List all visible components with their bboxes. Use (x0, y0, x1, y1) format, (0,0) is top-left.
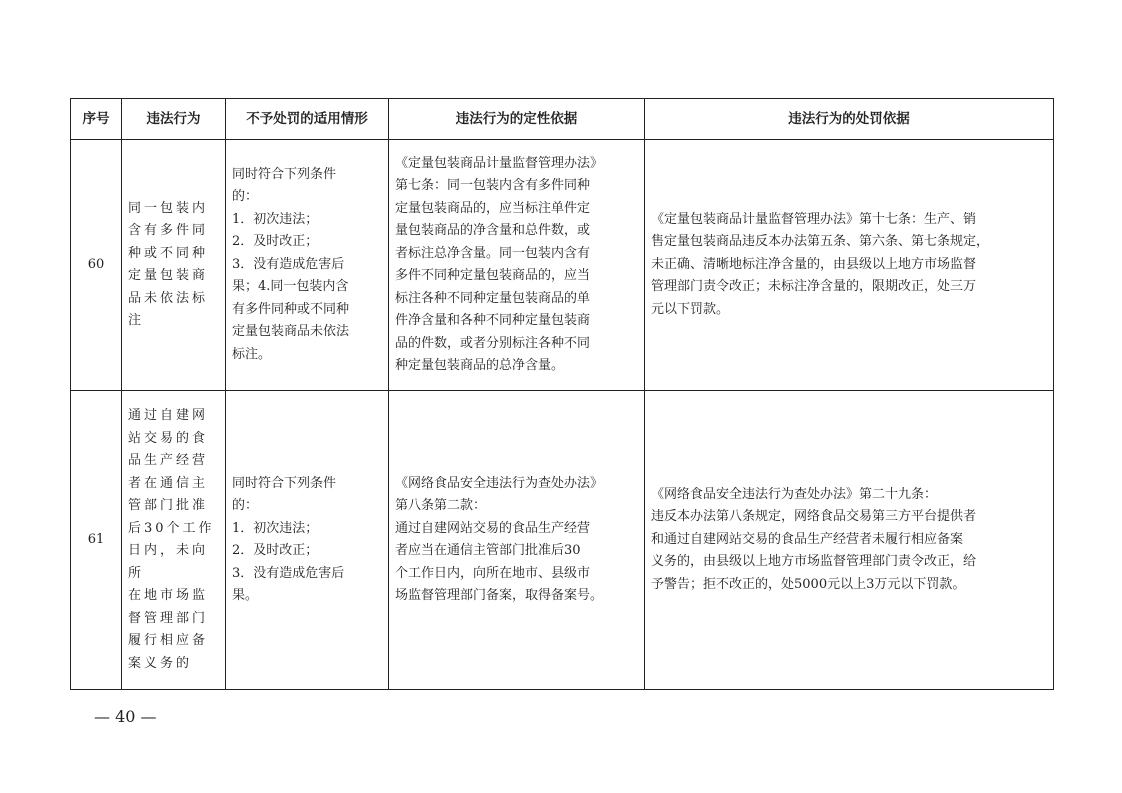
text-line: 予警告；拒不改正的，处5000元以上3万元以下罚款。 (651, 576, 966, 592)
text-line: 果；4.同一包装内含 (232, 279, 349, 295)
text-line: 违反本办法第八条规定，网络食品交易第三方平台提供者 (651, 509, 977, 525)
text-line: 者应当在通信主管部门批准后30 (395, 543, 581, 558)
text-line: 通过自建网站交易的食品生产经营 (395, 520, 591, 536)
text-line: 站交易的食 (128, 430, 209, 446)
text-line: 义务的，由县级以上地方市场监督管理部门责令改正，给 (651, 554, 977, 570)
text-line: 者标注总净含量。同一包装内含有 (395, 245, 591, 261)
header-legal-basis: 违法行为的定性依据 (389, 99, 645, 140)
text-line: 元以下罚款。 (651, 301, 730, 317)
text-line: 场监督管理部门备案，取得备案号。 (395, 588, 604, 603)
text-line: 定量包装商品的，应当标注单件定 (395, 200, 591, 216)
text-line: 种定量包装商品的总净含量。 (395, 358, 565, 373)
text-line: 同时符合下列条件 (232, 166, 337, 182)
text-line: 案义务的 (128, 655, 193, 671)
text-line: 注 (128, 313, 145, 328)
regulation-table (70, 98, 1054, 690)
text-line: 者在通信主 (128, 475, 209, 491)
header-exemption-conditions: 不予处罚的适用情形 (226, 99, 389, 140)
penalty-basis-cell (645, 140, 1054, 391)
legal-basis-cell (389, 391, 645, 690)
text-line: 同一包装内 (128, 200, 209, 216)
text-line: 定量包装商 (128, 268, 209, 283)
text-line: 的： (232, 498, 259, 513)
text-line: 第八条第二款： (395, 498, 487, 513)
text-line: 标注。 (232, 346, 272, 362)
text-line: 履行相应备 (128, 633, 209, 648)
table-row (71, 140, 1054, 391)
text-line: 3．没有造成危害后 (232, 565, 345, 581)
text-line: 同时符合下列条件 (232, 475, 337, 491)
text-line: 未正确、清晰地标注净含量的，由县级以上地方市场监督 (651, 256, 977, 272)
violation-cell (122, 140, 226, 391)
text-line: 1．初次违法； (232, 520, 319, 536)
row-number: 61 (71, 391, 122, 690)
text-line: 2．及时改正； (232, 234, 319, 250)
violation-cell (122, 391, 226, 690)
exemption-cell (226, 140, 389, 391)
text-line: 果。 (232, 588, 259, 603)
table-row (71, 391, 1054, 690)
text-line: 标注各种不同种定量包装商品的单 (395, 290, 591, 306)
text-line: 件净含量和各种不同种定量包装商 (395, 313, 591, 328)
header-penalty-basis: 违法行为的处罚依据 (645, 99, 1054, 140)
exemption-cell (226, 391, 389, 690)
text-line: 《定量包装商品计量监督管理办法》 (395, 155, 604, 171)
text-line: 通过自建网 (128, 408, 209, 423)
text-line: 多件不同种定量包装商品的，应当 (395, 268, 591, 283)
table-header-row (71, 99, 1054, 140)
text-line: 《定量包装商品计量监督管理办法》第十七条：生产、销 (651, 211, 977, 227)
text-line: 日内，未向所 (128, 543, 209, 581)
text-line: 督管理部门 (128, 610, 209, 626)
text-line: 个工作日内，向所在地市、县级市 (395, 565, 591, 581)
text-line: 管部门批准 (128, 498, 209, 513)
text-line: 品生产经营 (128, 453, 209, 468)
text-line: 管理部门责令改正；未标注净含量的，限期改正，处三万 (651, 279, 977, 295)
header-serial-number: 序号 (71, 99, 122, 140)
text-line: 含有多件同 (128, 223, 209, 238)
row-number: 60 (71, 140, 122, 391)
text-line: 品的件数，或者分别标注各种不同 (395, 335, 591, 351)
text-line: 1．初次违法； (232, 211, 319, 227)
text-line: 量包装商品的净含量和总件数，或 (395, 223, 591, 238)
penalty-basis-cell (645, 391, 1054, 690)
text-line: 3．没有造成危害后 (232, 256, 345, 272)
text-line: 2．及时改正； (232, 543, 319, 558)
text-line: 定量包装商品未依法 (232, 324, 350, 340)
text-line: 和通过自建网站交易的食品生产经营者未履行相应备案 (651, 531, 964, 547)
text-line: 在地市场监 (128, 588, 209, 603)
page-number: — 40 — (94, 707, 157, 726)
text-line: 售定量包装商品违反本办法第五条、第六条、第七条规定， (651, 234, 990, 250)
text-line: 有多件同种或不同种 (232, 301, 350, 317)
text-line: 《网络食品安全违法行为查处办法》第二十九条： (651, 486, 938, 502)
legal-basis-cell (389, 140, 645, 391)
text-line: 第七条：同一包装内含有多件同种 (395, 178, 591, 193)
text-line: 《网络食品安全违法行为查处办法》 (395, 475, 604, 491)
text-line: 种或不同种 (128, 245, 209, 261)
text-line: 的： (232, 189, 259, 205)
header-violation: 违法行为 (122, 99, 226, 140)
text-line: 后30个工作 (128, 520, 215, 536)
text-line: 品未依法标 (128, 290, 209, 306)
